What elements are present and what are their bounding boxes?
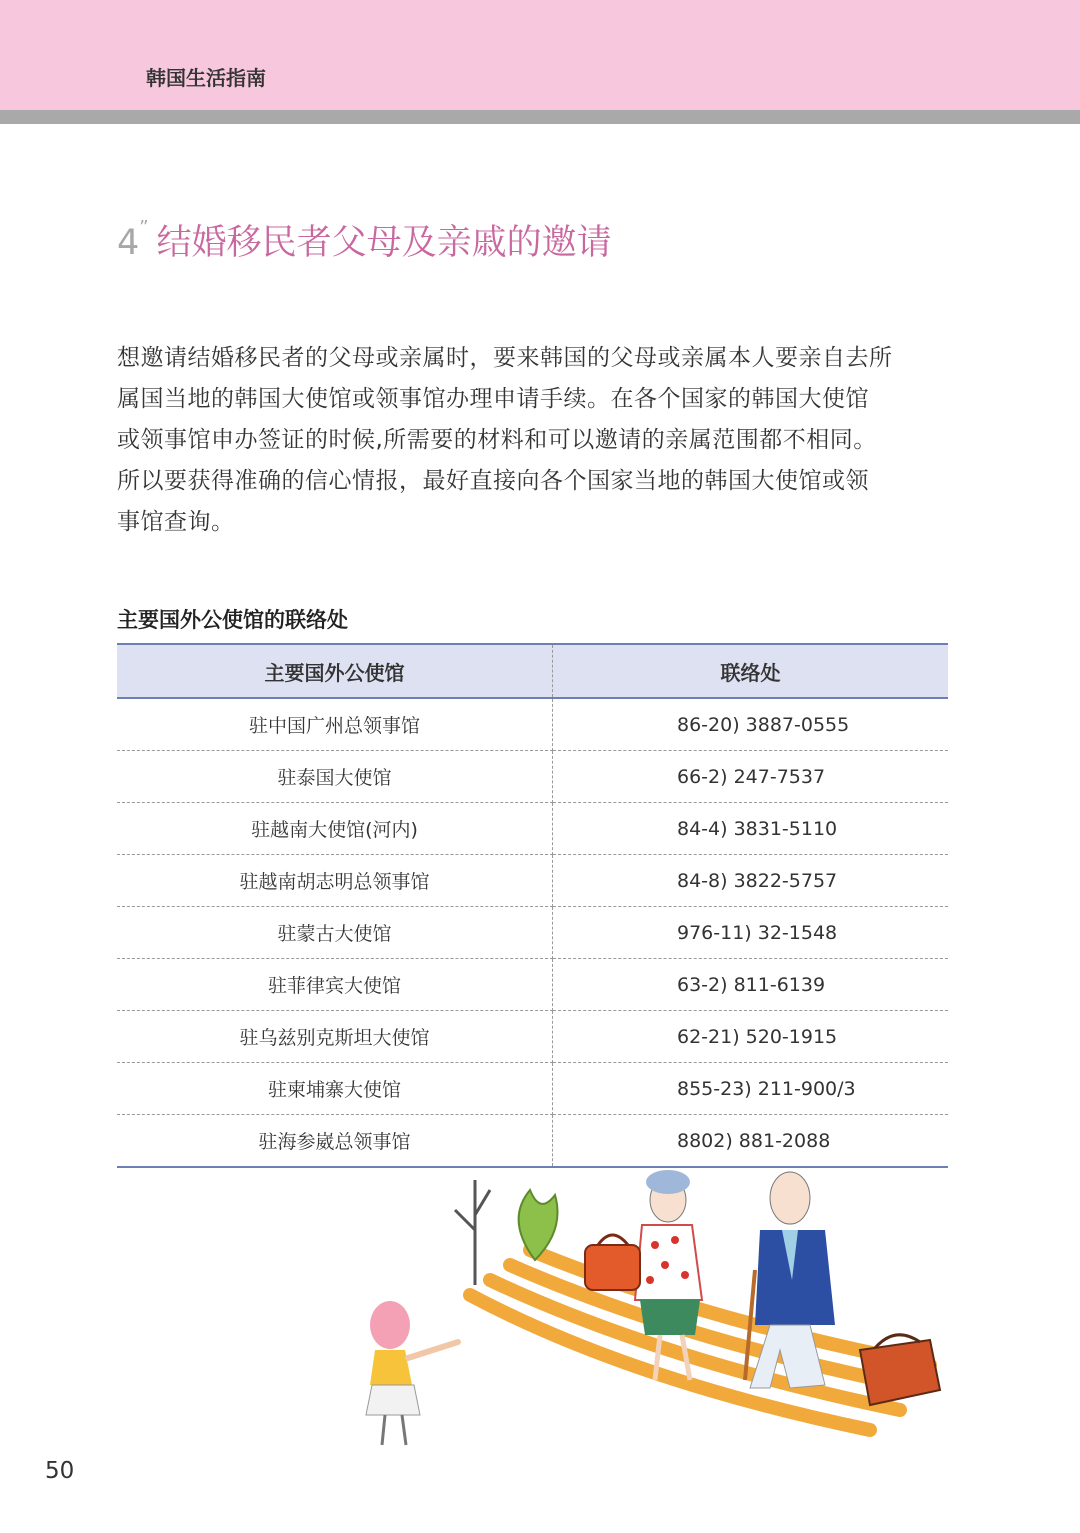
paragraph-line: 所以要获得准确的信心情报，最好直接向各个国家当地的韩国大使馆或领 (117, 468, 869, 494)
contact-cell: 976-11) 32-1548 (553, 907, 949, 959)
paragraph-line: 或领事馆申办签证的时候,所需要的材料和可以邀请的亲属范围都不相同。 (117, 427, 877, 453)
table-header-row (117, 644, 948, 698)
section-mark-icon: ” (139, 217, 149, 238)
paragraph-line: 想邀请结婚移民者的父母或亲属时，要来韩国的父母或亲属本人要亲自去所 (117, 345, 893, 371)
page-number: 50 (45, 1458, 75, 1484)
section-title-text: 结婚移民者父母及亲戚的邀请 (156, 223, 612, 263)
bare-tree-icon (455, 1180, 490, 1285)
header-divider (0, 110, 1080, 124)
office-cell: 驻蒙古大使馆 (117, 907, 553, 959)
table-caption: 主要国外公使馆的联络处 (117, 608, 348, 632)
contact-cell: 84-4) 3831-5110 (553, 803, 949, 855)
table-row (117, 698, 948, 751)
section-number: 4 (117, 223, 140, 263)
column-header-contact: 联络处 (553, 644, 949, 698)
path-strokes (470, 1250, 930, 1430)
office-cell: 驻海参崴总领事馆 (117, 1115, 553, 1168)
red-bag-icon (585, 1235, 640, 1290)
table-row (117, 751, 948, 803)
office-cell: 驻越南胡志明总领事馆 (117, 855, 553, 907)
family-walking-illustration (330, 1160, 960, 1460)
office-cell: 驻越南大使馆(河内) (117, 803, 553, 855)
office-cell: 驻菲律宾大使馆 (117, 959, 553, 1011)
page-header (0, 0, 1080, 110)
child-figure-icon (366, 1301, 458, 1445)
table-row (117, 855, 948, 907)
office-cell: 驻中国广州总领事馆 (117, 698, 553, 751)
brown-bag-icon (860, 1335, 940, 1405)
header-title: 韩国生活指南 (146, 66, 266, 90)
contact-cell: 63-2) 811-6139 (553, 959, 949, 1011)
table-row (117, 803, 948, 855)
table-row (117, 907, 948, 959)
intro-paragraph (117, 338, 957, 543)
paragraph-line: 属国当地的韩国大使馆或领事馆办理申请手续。在各个国家的韩国大使馆 (117, 386, 869, 412)
table-row (117, 959, 948, 1011)
column-header-office: 主要国外公使馆 (117, 644, 553, 698)
office-cell: 驻柬埔寨大使馆 (117, 1063, 553, 1115)
contact-cell: 62-21) 520-1915 (553, 1011, 949, 1063)
contact-cell: 86-20) 3887-0555 (553, 698, 949, 751)
paragraph-line: 事馆查询。 (117, 509, 235, 535)
table-row (117, 1011, 948, 1063)
table-row (117, 1063, 948, 1115)
contact-cell: 8802) 881-2088 (553, 1115, 949, 1168)
section-title (117, 215, 612, 265)
contact-cell: 66-2) 247-7537 (553, 751, 949, 803)
contact-cell: 84-8) 3822-5757 (553, 855, 949, 907)
contact-cell: 855-23) 211-900/3 (553, 1063, 949, 1115)
office-cell: 驻泰国大使馆 (117, 751, 553, 803)
office-cell: 驻乌兹别克斯坦大使馆 (117, 1011, 553, 1063)
embassy-contacts-table (117, 643, 948, 1168)
